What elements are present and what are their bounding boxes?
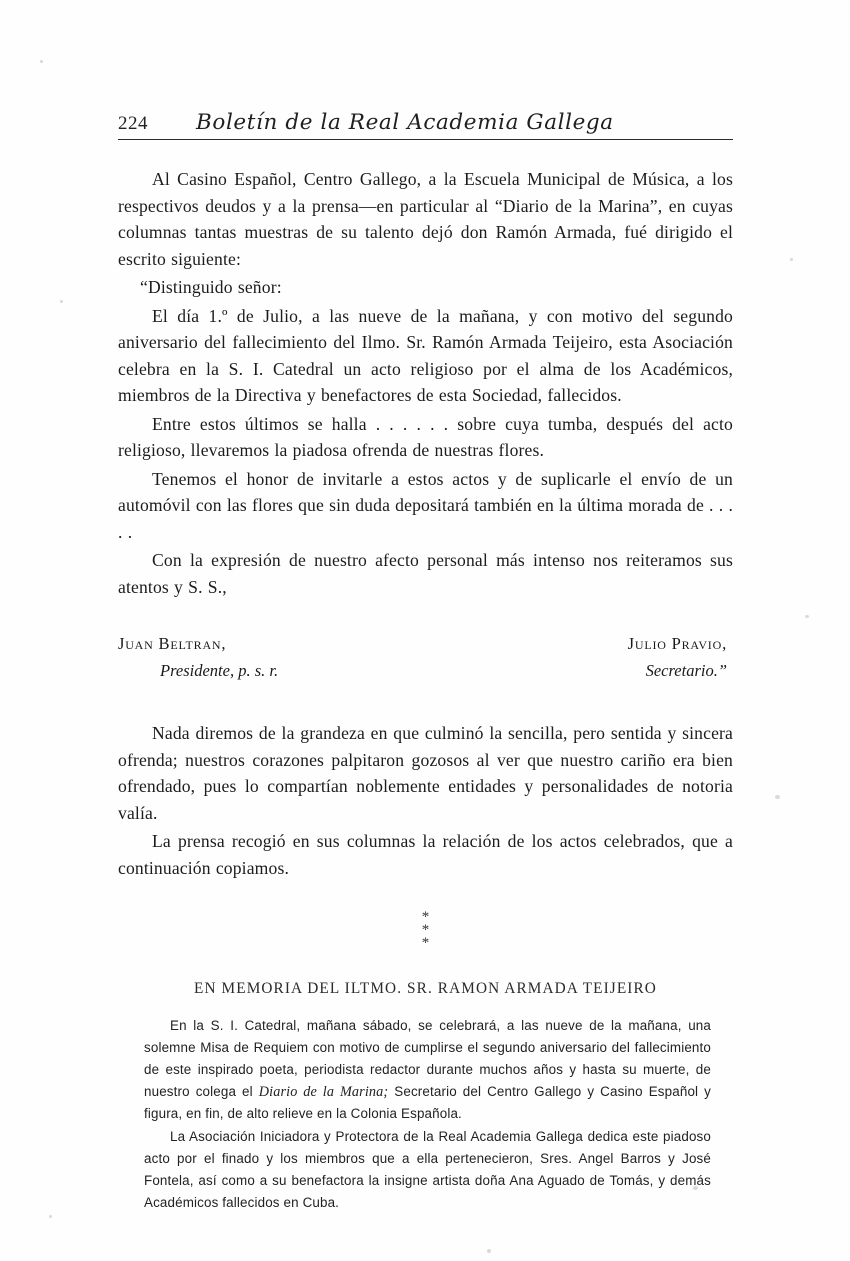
signer-role: Secretario.” xyxy=(645,661,727,680)
clipping-title: EN MEMORIA DEL ILTMO. SR. RAMON ARMADA TEIJEIRO xyxy=(194,980,657,997)
clipping-text: La Asociación Iniciadora y Protectora de la Real Academia Gallega dedica este piadoso acto por el finado y los miembros que a ella pertenecieron, Sres. Angel Barros y José Fontela, así como a su benefactora la insigne artista doña Ana Aguado de Tomás, y demás Académicos fallecidos en Cuba. xyxy=(144,1129,711,1210)
clipping-paragraph xyxy=(144,1126,711,1214)
clipping-text: En la S. I. Catedral, mañana sábado, se celebrará, a las nueve de la mañana, una solemne Misa de Requiem con motivo de cumplirse el segundo aniversario del fallecimiento de este inspirado poeta, periodista redactor durante muchos años y hasta su muerte, de nuestro colega el xyxy=(144,1018,711,1099)
paragraph: El día 1.º de Julio, a las nueve de la mañana, y con motivo del segundo aniversario del fallecimiento del Ilmo. Sr. Ramón Armada Teijeiro, esta Asociación celebra en la S. I. Catedral un acto religioso por el alma de los Académicos, miembros de la Directiva y benefactores de esta Sociedad, fallecidos. xyxy=(118,305,733,405)
clipping-body xyxy=(118,1015,733,1214)
paragraph: Al Casino Español, Centro Gallego, a la Escuela Municipal de Música, a los respectivos deudos y a la prensa—en particular al “Diario de la Marina”, en cuyas columnas tantas muestras de su talento dejó don Ramón Armada, fué dirigido el escrito siguiente: xyxy=(118,169,733,269)
paper-speck xyxy=(49,1215,52,1218)
paper-speck xyxy=(775,795,780,799)
signer-role: Presidente, p. s. r. xyxy=(160,661,279,680)
page-content xyxy=(118,110,733,1214)
paragraph: Entre estos últimos se halla . . . . . . sobre cuya tumba, después del acto religioso, llevaremos la piadosa ofrenda de nuestras flores. xyxy=(118,413,733,460)
paragraph: Tenemos el honor de invitarle a estos actos y de suplicarle el envío de un automóvil con las flores que sin duda depositará también en la última morada de . . . . . xyxy=(118,468,733,542)
clipping-text: Secretario del Centro Gallego y Casino Español y figura, en fin, de alto relieve en la Colonia Española. xyxy=(144,1084,711,1121)
clipping-italic-text: Diario de la Marina; xyxy=(258,1084,389,1100)
clipping-paragraph xyxy=(144,1015,711,1125)
closing-text xyxy=(118,720,733,881)
paper-speck xyxy=(60,300,63,303)
signer-name: Juan Beltran, xyxy=(118,634,227,653)
body-text xyxy=(118,166,733,600)
paragraph: Nada diremos de la grandeza en que culminó la sencilla, pero sentida y sincera ofrenda; nuestros corazones palpitaron gozosos al ver que nuestro cariño era bien ofrendado, pues lo compartían noblemente entidades y personalidades de notoria valía. xyxy=(118,723,733,823)
paragraph: Con la expresión de nuestro afecto personal más intenso nos reiteramos sus atentos y S. S., xyxy=(118,550,733,597)
signer-name: Julio Pravio, xyxy=(627,634,727,653)
running-head xyxy=(118,110,733,140)
paper-speck xyxy=(487,1249,491,1253)
signature-left xyxy=(118,634,278,681)
paper-speck xyxy=(805,615,809,618)
asterisk-ornament xyxy=(396,911,456,950)
paragraph: La prensa recogió en sus columnas la relación de los actos celebrados, que a continuación copiamos. xyxy=(118,831,733,878)
signature-block xyxy=(118,634,733,696)
paragraph: “Distinguido señor: xyxy=(140,277,282,297)
running-title: Boletín de la Real Academia Gallega xyxy=(196,110,614,135)
signature-right xyxy=(628,634,727,681)
ornament-top: * xyxy=(421,909,430,925)
page-number: 224 xyxy=(118,113,148,134)
paper-speck xyxy=(790,258,793,261)
ornament-bottom: * * xyxy=(421,922,443,951)
paper-speck xyxy=(40,60,43,63)
